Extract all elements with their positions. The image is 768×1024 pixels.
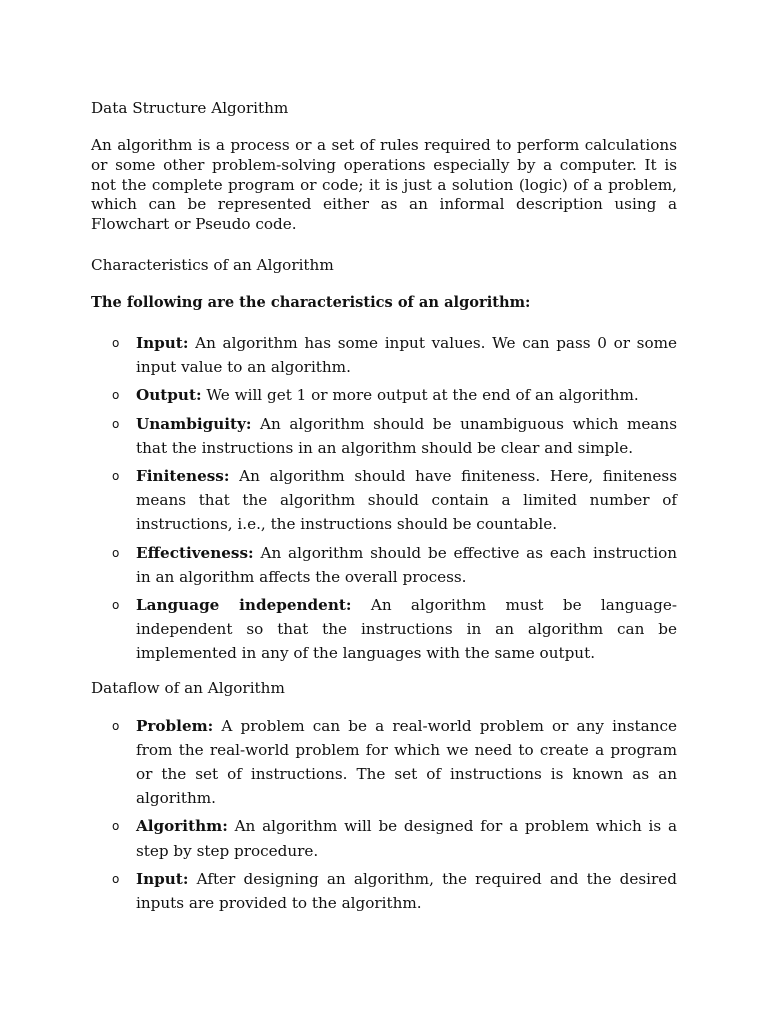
list-item [91,814,677,862]
bullet-marker-icon: o [112,871,120,886]
list-item-text: An algorithm should be unambiguous which means that the instructions in an algorithm should be clear and simple. [136,414,677,457]
document-page [91,96,677,919]
list-item-term: Effectiveness: [136,543,254,562]
dataflow-list [91,714,677,916]
list-item [91,383,677,407]
list-item-text: An algorithm must be language-independent so that the instructions in an algorithm can be implemented in any of the languages with the same output. [136,596,678,663]
list-item [91,412,677,460]
bullet-marker-icon: o [112,598,120,613]
bullet-marker-icon: o [112,335,120,350]
list-item-term: Input: [136,333,189,352]
list-item [91,867,677,915]
list-item [91,714,677,811]
bullet-marker-icon: o [112,819,120,834]
bullet-marker-icon: o [112,416,120,431]
list-item-term: Algorithm: [136,817,228,836]
intro-paragraph: An algorithm is a process or a set of rules required to perform calculations or some other problem-solving operations especially by a computer. It is not the complete program or code; it is just a solution (logic) of a problem, which can be represented either as an informal description using a Flowchart or Pseudo code. [91,136,677,234]
bullet-marker-icon: o [112,469,120,483]
list-item-text: An algorithm should be effective as each instruction in an algorithm affects the overall process. [136,543,677,586]
list-item-text: An algorithm has some input values. We can pass 0 or some input value to an algorithm. [136,333,677,377]
list-item-term: Problem: [136,716,214,735]
list-item-text: A problem can be a real-world problem or any instance from the real-world problem for which we need to create a program or the set of instructions. The set of instructions is known as an algorithm. [136,716,677,808]
list-item [91,331,677,379]
list-item-term: Unambiguity: [136,414,252,433]
list-item [91,593,677,666]
list-item-term: Input: [136,869,189,888]
list-item-text: An algorithm should have finiteness. Here, finiteness means that the algorithm should contain a limited number of instructions, i.e., the instructions should be countable. [136,467,677,534]
list-item-text: We will get 1 or more output at the end of an algorithm. [201,386,639,405]
list-item [91,541,677,589]
document-title: Data Structure Algorithm [91,99,289,117]
bullet-marker-icon: o [112,388,120,403]
bullet-marker-icon: o [112,718,120,733]
characteristics-list [91,331,677,666]
dataflow-heading: Dataflow of an Algorithm [91,678,285,697]
list-item-term: Language independent: [136,596,352,615]
list-item-term: Finiteness: [136,467,230,485]
list-item-text: After designing an algorithm, the required and the desired inputs are provided to the algorithm. [136,869,677,913]
characteristics-heading: Characteristics of an Algorithm [91,255,334,274]
list-item-text: An algorithm will be designed for a problem which is a step by step procedure. [136,817,677,860]
list-item [91,464,677,537]
characteristics-intro: The following are the characteristics of an algorithm: [91,293,531,311]
list-item-term: Output: [136,386,202,405]
bullet-marker-icon: o [112,545,120,560]
